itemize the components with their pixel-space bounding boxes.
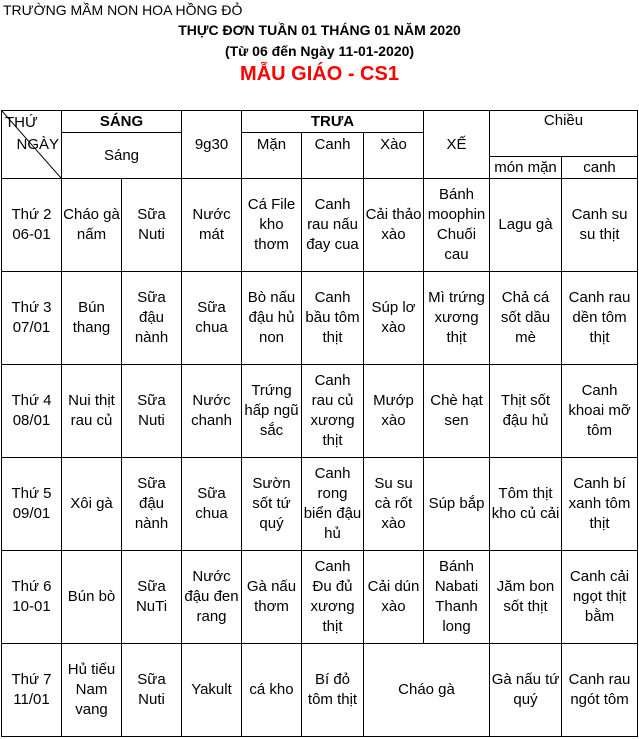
sang2-cell: Sữa đậu nành (122, 272, 182, 365)
chieu-man-cell: Jăm bon sốt thịt (490, 551, 562, 644)
man-cell: cá kho (242, 644, 302, 737)
sang1-cell: Bún thang (62, 272, 122, 365)
sang-header: Sáng (62, 133, 182, 179)
menu-title: THỰC ĐƠN TUẦN 01 THÁNG 01 NĂM 2020 (178, 22, 461, 38)
table-row (2, 365, 638, 458)
xao-cell: Súp lơ xào (364, 272, 424, 365)
xe-cell: Súp bắp (424, 458, 490, 551)
sang2-cell: Sữa Nuti (122, 644, 182, 737)
man-header: Mặn (242, 133, 302, 179)
sang2-cell: Sữa Nuti (122, 179, 182, 272)
sang1-cell: Xôi gà (62, 458, 122, 551)
man-cell: Trứng hấp ngũ sắc (242, 365, 302, 458)
table-row (2, 458, 638, 551)
canh-header: Canh (302, 133, 364, 179)
sang1-cell: Cháo gà nấm (62, 179, 122, 272)
chieu-canh-cell: Canh su su thịt (562, 179, 638, 272)
table-row (2, 644, 638, 737)
man-cell: Cá File kho thơm (242, 179, 302, 272)
school-name: TRƯỜNG MẦM NON HOA HỒNG ĐỎ (3, 2, 243, 18)
chieu-canh-header: canh (562, 157, 638, 179)
day-cell: Thứ 6 10-01 (2, 551, 62, 644)
canh-cell: Canh bầu tôm thịt (302, 272, 364, 365)
man-cell: Gà nấu thơm (242, 551, 302, 644)
chieu-man-cell: Chả cá sốt dầu mè (490, 272, 562, 365)
xao-header: Xào (364, 133, 424, 179)
table-row (2, 272, 638, 365)
canh-cell: Canh rau củ xương thịt (302, 365, 364, 458)
chieu-canh-cell: Canh khoai mỡ tôm (562, 365, 638, 458)
chieu-group-header: Chiều (490, 111, 638, 157)
ngay-label: NGÀY (16, 136, 59, 153)
xao-cell: Cải dún xào (364, 551, 424, 644)
nine-cell: Sữa chua (182, 272, 242, 365)
man-cell: Sườn sốt tứ quý (242, 458, 302, 551)
man-cell: Bò nấu đậu hủ non (242, 272, 302, 365)
chieu-canh-cell: Canh cải ngọt thịt bằm (562, 551, 638, 644)
canh-cell: Canh rong biển đậu hủ (302, 458, 364, 551)
day-cell: Thứ 2 06-01 (2, 179, 62, 272)
xe-cell: Bánh moophin Chuối cau (424, 179, 490, 272)
nine-thirty-header-top (182, 111, 242, 133)
canh-cell: Canh Đu đủ xương thịt (302, 551, 364, 644)
chieu-man-cell: Lagu gà (490, 179, 562, 272)
chieu-man-cell: Gà nấu tứ quý (490, 644, 562, 737)
chieu-man-cell: Thịt sốt đậu hủ (490, 365, 562, 458)
canh-cell: Canh rau nấu đay cua (302, 179, 364, 272)
chieu-canh-cell: Canh bí xanh tôm thịt (562, 458, 638, 551)
thu-label: THỨ (5, 114, 38, 131)
xao-cell: Su su cà rốt xào (364, 458, 424, 551)
sang1-cell: Bún bò (62, 551, 122, 644)
chieu-canh-cell: Canh rau dền tôm thịt (562, 272, 638, 365)
table-row (2, 551, 638, 644)
nine-cell: Nước đậu đen rang (182, 551, 242, 644)
day-cell: Thứ 7 11/01 (2, 644, 62, 737)
sang2-cell: Sữa NuTi (122, 551, 182, 644)
chieu-canh-cell: Canh rau ngót tôm (562, 644, 638, 737)
nine-cell: Nước mát (182, 179, 242, 272)
nine-cell: Nước chanh (182, 365, 242, 458)
sang1-cell: Hủ tiếu Nam vang (62, 644, 122, 737)
xao-cell: Mướp xào (364, 365, 424, 458)
thu-ngay-header (2, 111, 62, 179)
xe-header: XẾ (424, 111, 490, 179)
table-row (2, 179, 638, 272)
class-name: MẪU GIÁO - CS1 (240, 63, 399, 85)
mon-man-header: món mặn (490, 157, 562, 179)
day-cell: Thứ 3 07/01 (2, 272, 62, 365)
sang2-cell: Sữa Nuti (122, 365, 182, 458)
menu-table (1, 110, 638, 737)
chieu-man-cell: Tôm thịt kho củ cải (490, 458, 562, 551)
merged-cell: Cháo gà (364, 644, 490, 737)
nine-thirty-header: 9g30 (182, 133, 242, 179)
sang-group-header: SÁNG (62, 111, 182, 133)
xao-cell: Cải thảo xào (364, 179, 424, 272)
xe-cell: Bánh Nabati Thanh long (424, 551, 490, 644)
canh-cell: Bí đỏ tôm thịt (302, 644, 364, 737)
day-cell: Thứ 4 08/01 (2, 365, 62, 458)
xe-cell: Mì trứng xương thịt (424, 272, 490, 365)
sang1-cell: Nui thịt rau củ (62, 365, 122, 458)
day-cell: Thứ 5 09/01 (2, 458, 62, 551)
xe-cell: Chè hạt sen (424, 365, 490, 458)
nine-cell: Yakult (182, 644, 242, 737)
trua-group-header: TRƯA (242, 111, 424, 133)
date-range: (Từ 06 đến Ngày 11-01-2020) (224, 43, 415, 59)
sang2-cell: Sữa đậu nành (122, 458, 182, 551)
nine-cell: Sữa chua (182, 458, 242, 551)
